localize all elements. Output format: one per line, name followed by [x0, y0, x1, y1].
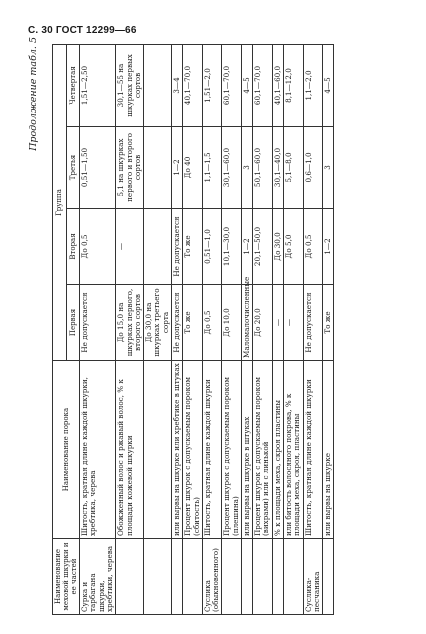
- defect-cell: Шитость, кратная длине каждой шкурки, хребтика, черева: [80, 361, 116, 539]
- third-cell: 50,1—60,0: [253, 127, 273, 209]
- skin-cell: [144, 539, 172, 615]
- skin-cell: Суслика-песчаника: [303, 539, 323, 615]
- third-cell: 0,6—1,0: [303, 127, 323, 209]
- second-cell: 1—2: [241, 209, 252, 285]
- first-cell: —: [284, 285, 304, 361]
- skin-cell: [253, 539, 273, 615]
- second-cell: 1—2: [323, 209, 334, 285]
- fourth-cell: 3—4: [171, 45, 182, 127]
- fourth-cell: 4—5: [241, 45, 252, 127]
- table-row: [241, 45, 252, 615]
- second-cell: До 0,5: [303, 209, 323, 285]
- first-cell: До 20,0: [253, 285, 273, 361]
- third-cell: 30,1—40,0: [272, 127, 283, 209]
- fourth-cell: 8,1—12,0: [284, 45, 304, 127]
- fourth-cell: 1,51—2,0: [202, 45, 222, 127]
- skin-cell: [116, 539, 144, 615]
- first-cell: Не допускается: [80, 285, 116, 361]
- first-cell: До 10,0: [222, 285, 242, 361]
- defect-cell: Процент шкурок с допускаемым пороком (сбитость): [183, 361, 203, 539]
- second-cell: —: [116, 209, 144, 285]
- defect-cell: или вырвы на шкурке: [323, 361, 334, 539]
- second-cell: До 30,0: [272, 209, 283, 285]
- header-fourth: Четвертая: [66, 45, 80, 127]
- fourth-cell: 60,1—70,0: [222, 45, 242, 127]
- table-row: [303, 45, 323, 615]
- fourth-cell: [144, 45, 172, 127]
- third-cell: [144, 127, 172, 209]
- fourth-cell: 1,51—2,50: [80, 45, 116, 127]
- skin-cell: Сурка и тарбагана шкурки, хребтики, черева: [80, 539, 116, 615]
- second-cell: [144, 209, 172, 285]
- table-row: [80, 45, 116, 615]
- third-cell: 5,1 на шкурках первого и второго сортов: [116, 127, 144, 209]
- defect-cell: Процент шкурок с допускаемым пороком (плешина): [222, 361, 242, 539]
- rotated-table-block: [22, 35, 402, 615]
- third-cell: 3: [241, 127, 252, 209]
- third-cell: 0,51—1,50: [80, 127, 116, 209]
- skin-cell: Суслика (обыкновенного): [202, 539, 222, 615]
- second-cell: Не допускается: [171, 209, 182, 285]
- table-row: [253, 45, 273, 615]
- fourth-cell: 60,1—70,0: [253, 45, 273, 127]
- second-cell: То же: [183, 209, 203, 285]
- first-cell: Не допускается: [171, 285, 182, 361]
- first-cell: —: [272, 285, 283, 361]
- first-cell: До 30,0 на шкурках третьего сорта: [144, 285, 172, 361]
- table-row: [272, 45, 283, 615]
- skin-cell: [222, 539, 242, 615]
- table-row: [116, 45, 144, 615]
- first-cell: То же: [183, 285, 203, 361]
- second-cell: До 0,5: [80, 209, 116, 285]
- third-cell: До 40: [183, 127, 203, 209]
- defect-cell: Процент шкурок с допускаемым пороком (вихрами) или с линькой: [253, 361, 273, 539]
- header-first: Первая: [66, 285, 80, 361]
- first-cell: До 0,5: [202, 285, 222, 361]
- first-cell: То же: [323, 285, 334, 361]
- third-cell: 5,1—8,0: [284, 127, 304, 209]
- first-cell: До 15,0 на шкурках первого, второго сортов: [116, 285, 144, 361]
- fourth-cell: 1,1—2,0: [303, 45, 323, 127]
- header-skin-name: Наименование меховой шкурки и ее частей: [53, 539, 80, 615]
- second-cell: 0,51—1,0: [202, 209, 222, 285]
- defect-cell: или битость волосяного покрова, % к площади меха, скроя, пластины: [284, 361, 304, 539]
- table-row: [183, 45, 203, 615]
- skin-cell: [241, 539, 252, 615]
- page-header: С. 30 ГОСТ 12299—66: [28, 25, 137, 36]
- table-row: [323, 45, 334, 615]
- fourth-cell: 4—5: [323, 45, 334, 127]
- defect-cell: Обожженный волос и ржавый волос, % к площади кожевой шкурки: [116, 361, 144, 539]
- table-row: [144, 45, 172, 615]
- fourth-cell: 40,1—70,0: [183, 45, 203, 127]
- table-row: [171, 45, 182, 615]
- third-cell: 1,1—1,5: [202, 127, 222, 209]
- second-cell: 10,1—30,0: [222, 209, 242, 285]
- skin-cell: [284, 539, 304, 615]
- skin-cell: [323, 539, 334, 615]
- header-third: Третья: [66, 127, 80, 209]
- skin-cell: [272, 539, 283, 615]
- table-row: [222, 45, 242, 615]
- third-cell: 1—2: [171, 127, 182, 209]
- fourth-cell: 40,1—60,0: [272, 45, 283, 127]
- defect-cell: [144, 361, 172, 539]
- first-cell: Не допускается: [303, 285, 323, 361]
- defect-cell: или вырвы на шкурке в штуках: [241, 361, 252, 539]
- defects-table: [52, 44, 334, 615]
- third-cell: 30,1—60,0: [222, 127, 242, 209]
- third-cell: 3: [323, 127, 334, 209]
- table-caption: Продолжение табл. 5: [28, 37, 39, 151]
- second-cell: 20,1—50,0: [253, 209, 273, 285]
- defect-cell: Шитость, кратная длине каждой шкурки: [202, 361, 222, 539]
- defect-cell: % к площади меха, скроя пластины: [272, 361, 283, 539]
- header-group: Группа: [53, 45, 67, 361]
- table-row: [202, 45, 222, 615]
- defect-cell: или вырвы на шкурке или хребтике в штуках: [171, 361, 182, 539]
- header-second: Вторая: [66, 209, 80, 285]
- fourth-cell: 30,1—55 на шкурках первых сортов: [116, 45, 144, 127]
- skin-cell: [171, 539, 182, 615]
- defect-cell: Шитость, кратная длине каждой шкурки: [303, 361, 323, 539]
- table-row: [284, 45, 304, 615]
- header-defect-name: Наименование порока: [53, 361, 80, 539]
- second-cell: До 5,0: [284, 209, 304, 285]
- first-cell: Маломалочисленные: [241, 285, 252, 361]
- skin-cell: [183, 539, 203, 615]
